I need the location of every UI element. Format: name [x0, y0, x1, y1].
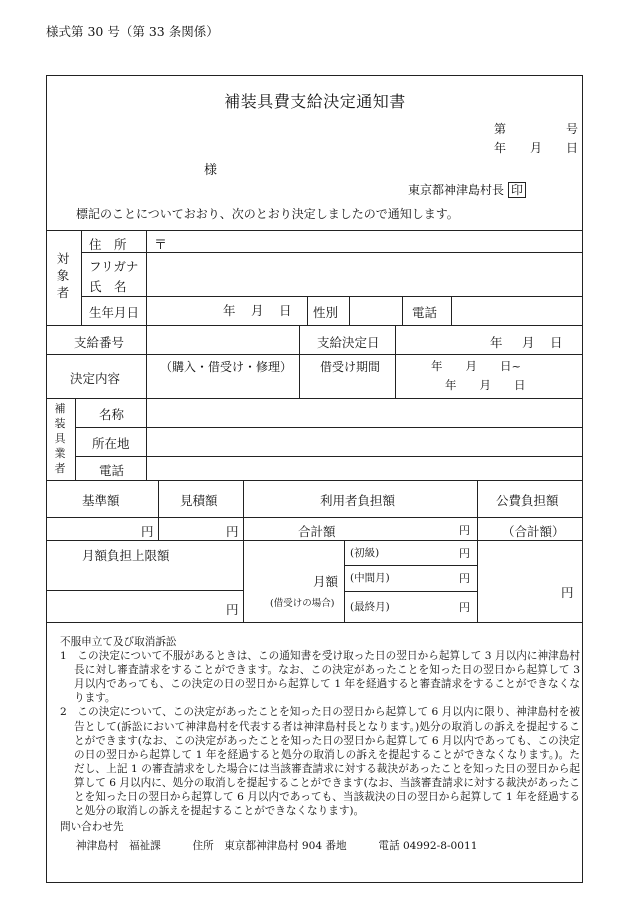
postal-mark: 〒: [154, 238, 168, 253]
issue-day: 日: [566, 141, 579, 155]
middle-month-yen: 円: [459, 572, 470, 585]
grid-line: [344, 540, 345, 622]
vendor-location-label: 所在地: [92, 436, 130, 451]
grid-line: [344, 591, 477, 592]
contact-heading: 問い合わせ先: [60, 821, 124, 834]
contact-info: 神津島村 福祉課 住所 東京都神津島村 904 番地 電話 04992-8-0011: [76, 840, 478, 853]
grid-line: [146, 398, 147, 480]
vendor-section-label: 補 装 具 業 者: [54, 402, 66, 475]
number-prefix: 第: [494, 122, 507, 136]
first-month-yen: 円: [459, 547, 470, 560]
document-title: 補装具費支給決定通知書: [224, 92, 406, 111]
estimate-label: 見積額: [180, 493, 218, 508]
grid-line: [46, 517, 583, 518]
grid-line: [46, 540, 583, 541]
address-label: 住 所: [89, 237, 127, 252]
grid-line: [46, 325, 583, 326]
grid-line: [299, 325, 300, 398]
last-month-label: (最終月): [350, 601, 390, 613]
grid-line: [46, 354, 583, 355]
payment-year: 年: [490, 335, 503, 350]
payment-number-label: 支給番号: [74, 335, 125, 350]
grid-line: [46, 590, 243, 591]
notes-block: [60, 635, 580, 853]
grid-line: [46, 622, 583, 623]
last-month-yen: 円: [459, 601, 470, 614]
notes-heading: 不服申立て及び取消訴訟: [60, 636, 177, 648]
grid-line: [75, 398, 76, 480]
user-total-yen: 円: [459, 524, 470, 537]
grid-line: [81, 230, 82, 325]
user-burden-label: 利用者負担額: [320, 493, 396, 508]
public-burden-label: 公費負担額: [496, 493, 559, 508]
birth-day: 日: [279, 303, 292, 318]
grid-line: [402, 296, 403, 325]
first-month-label: (初級): [350, 547, 380, 559]
monthly-label: 月額: [313, 574, 339, 589]
public-amount-yen: 円: [561, 585, 574, 600]
base-amount-label: 基準額: [82, 493, 120, 508]
grid-line: [451, 296, 452, 325]
phone-label: 電話: [412, 305, 438, 320]
intro-text: 標記のことについておおり、次のとおり決定しましたので通知します。: [76, 207, 459, 221]
seal-mark: 印: [508, 182, 526, 198]
issuer: 東京都神津島村長: [408, 183, 505, 197]
grid-line: [46, 398, 583, 399]
grid-line: [477, 480, 478, 622]
middle-month-label: (中間月): [350, 572, 390, 584]
issue-month: 月: [530, 141, 543, 155]
addressee-suffix: 様: [204, 163, 218, 178]
birthdate-label: 生年月日: [89, 305, 140, 320]
grid-line: [75, 456, 583, 457]
rental-to: 年 月 日: [445, 378, 526, 392]
grid-line: [395, 325, 396, 398]
decision-options: （購入・借受け・修理）: [160, 360, 293, 374]
estimate-yen: 円: [226, 524, 239, 539]
rental-case-note: (借受けの場合): [270, 598, 335, 609]
notes-item-1: 1 この決定について不服があるときは、この通知書を受け取った日の翌日から起算して 3 月以内に神津島村長に対し審査請求をすることができます。なお、この決定があったことを知った日の翌日から起算して 3 月以内であっても、この決定の日の翌日から起算して 1 年を経過すると審査請求をすることができなくなります。: [60, 650, 580, 705]
grid-line: [158, 480, 159, 540]
grid-line: [146, 230, 147, 398]
form-id: 様式第 30 号（第 33 条関係）: [46, 24, 219, 39]
issuer-line: [408, 181, 526, 198]
payment-day: 日: [550, 335, 563, 350]
payment-month: 月: [522, 335, 535, 350]
notes-item-2: 2 この決定について、この決定があったことを知った日の翌日から起算して 6 月以内に限り、神津島村を被告として(訴訟において神津島村を代表する者は神津島村長となります。)処分の取消しの訴えを提起することができます(なお、この決定があったことを知った日の翌日から起算して 6 月以内であっても、この決定の日の翌日から起算して 1 年を経過すると処分の取消しの訴えを提起することができなくなります。)。ただし、上記 1 の審査請求をした場合には当該審査請求に対する裁決があったことを知った日の翌日から起算して 6 月以内に、処分の取消しを提起することができます(なお、当該審査請求に対する裁決があったことを知った日の翌日から起算して 6 月以内であっても、当該裁決の日の翌日から起算して 1 年を経過すると処分の取消しの訴えを提起することができなくなります)。: [60, 706, 580, 818]
sex-label: 性別: [313, 305, 339, 320]
grid-line: [81, 296, 583, 297]
grid-line: [46, 230, 583, 231]
monthly-cap-label: 月額負担上限額: [82, 548, 170, 563]
number-suffix: 号: [566, 122, 579, 136]
public-total-label: （合計額）: [502, 524, 565, 539]
furigana-label: フリガナ: [89, 259, 139, 274]
grid-line: [349, 296, 350, 325]
issue-year: 年: [494, 141, 507, 155]
grid-line: [75, 427, 583, 428]
birth-month: 月: [251, 303, 264, 318]
grid-line: [307, 296, 308, 325]
vendor-phone-label: 電話: [99, 463, 125, 478]
payment-date-label: 支給決定日: [317, 335, 380, 350]
rental-period-label: 借受け期間: [320, 360, 381, 374]
grid-line: [46, 480, 583, 481]
subject-section-label: 対 象 者: [56, 251, 70, 300]
birth-year: 年: [223, 303, 236, 318]
rental-from: 年 月 日~: [431, 359, 522, 373]
user-total-label: 合計額: [298, 524, 336, 539]
name-label: 氏 名: [89, 279, 127, 294]
vendor-name-label: 名称: [99, 407, 125, 422]
grid-line: [344, 565, 477, 566]
base-yen: 円: [141, 524, 154, 539]
monthly-cap-yen: 円: [226, 602, 239, 617]
grid-line: [243, 480, 244, 622]
decision-label: 決定内容: [70, 371, 121, 386]
